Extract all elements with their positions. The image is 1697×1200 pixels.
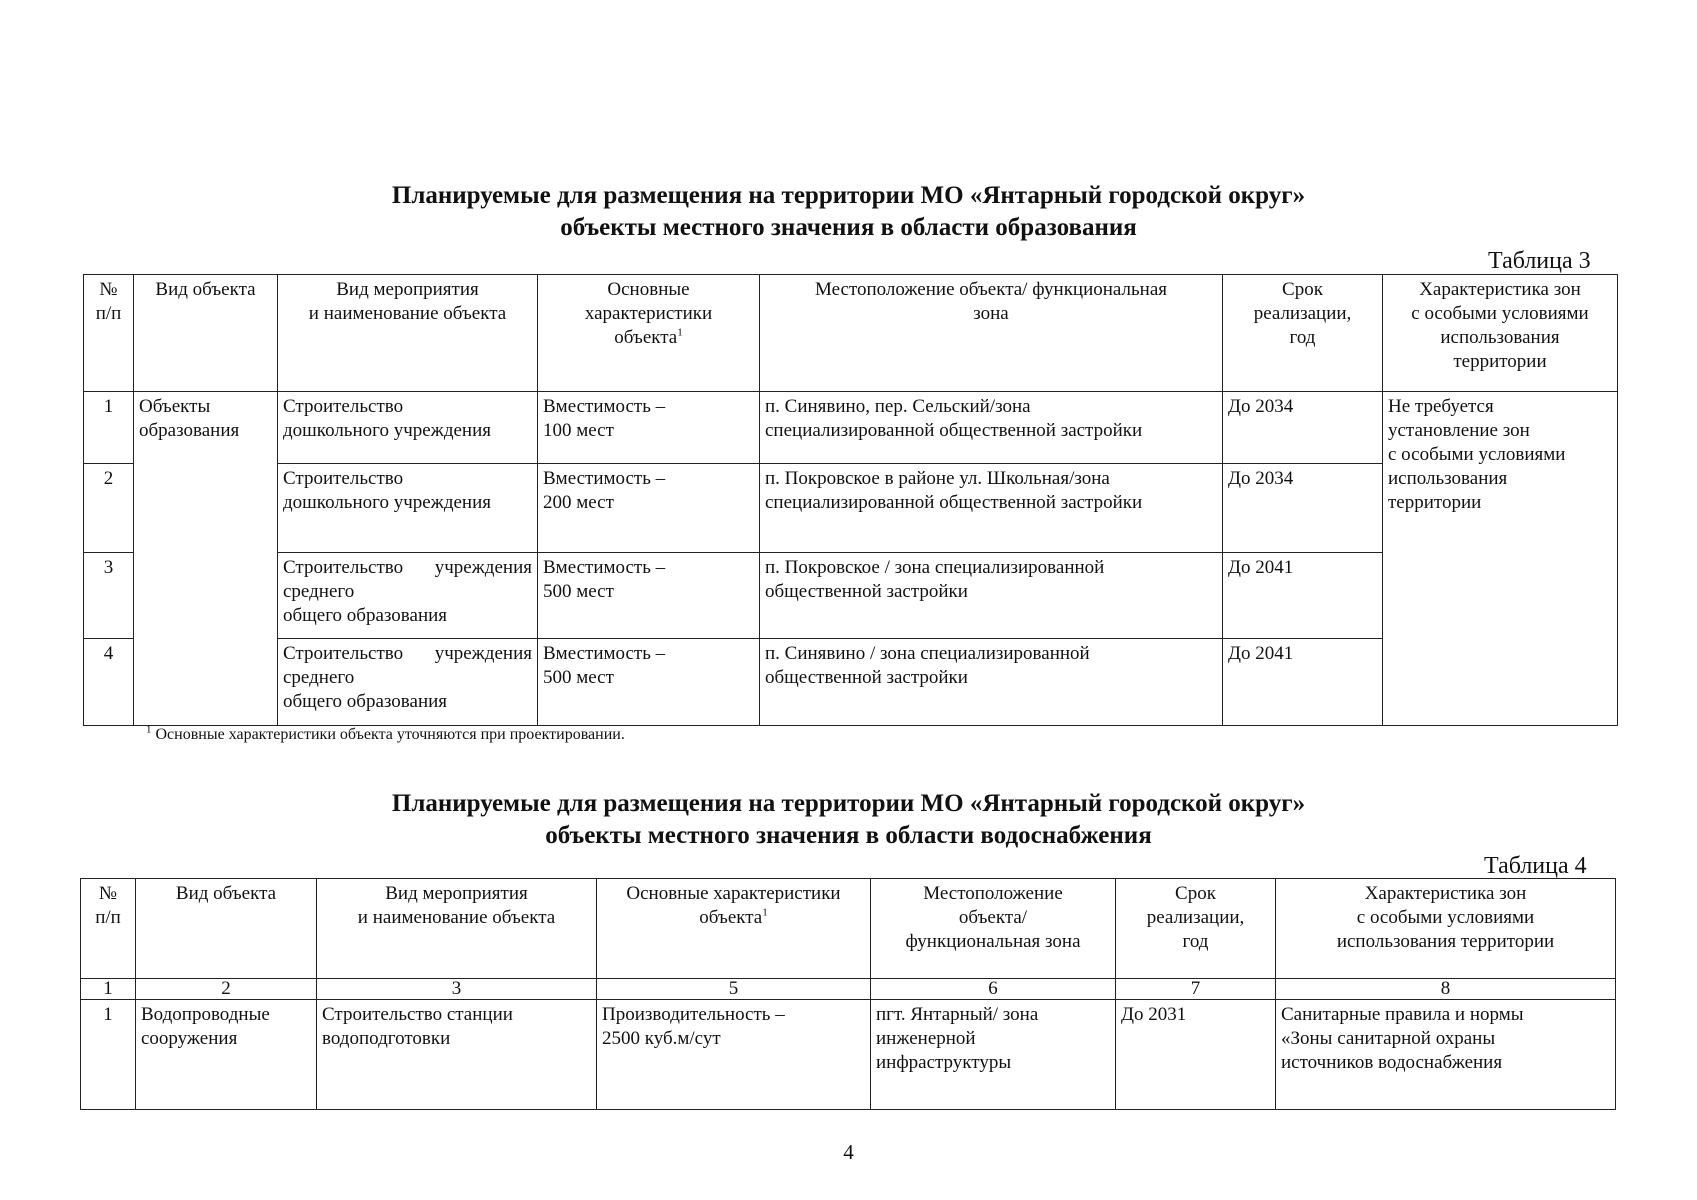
header-term: Срок реализации, год	[1223, 275, 1383, 392]
row-num: 4	[84, 639, 134, 726]
table3-title	[0, 180, 1697, 244]
row-location: п. Синявино / зона специализированной общественной застройки	[760, 639, 1223, 726]
header-zones: Характеристика зон с особыми условиями использования территории	[1383, 275, 1618, 392]
table3-title-line2: объекты местного значения в области образования	[560, 214, 1137, 241]
header-measure: Вид мероприятия и наименование объекта	[278, 275, 538, 392]
header-num: № п/п	[84, 275, 134, 392]
column-number: 2	[136, 979, 317, 1000]
row-characteristics: Вместимость – 200 мест	[538, 464, 760, 553]
row-term: До 2041	[1223, 639, 1383, 726]
column-number-row	[81, 979, 1616, 1000]
header-measure: Вид мероприятия и наименование объекта	[317, 879, 597, 979]
row-term: До 2031	[1116, 1000, 1276, 1110]
table4-header-row	[81, 879, 1616, 979]
table4-label: Таблица 4	[1484, 853, 1587, 879]
row-zones: Санитарные правила и нормы «Зоны санитарной охраны источников водоснабжения	[1276, 1000, 1616, 1110]
row-location: п. Покровское в районе ул. Школьная/зона специализированной общественной застройки	[760, 464, 1223, 553]
header-term: Срок реализации, год	[1116, 879, 1276, 979]
header-zones: Характеристика зон с особыми условиями использования территории	[1276, 879, 1616, 979]
table3-title-line1: Планируемые для размещения на территории МО «Янтарный городской округ»	[391, 182, 1306, 209]
table3-label: Таблица 3	[1488, 248, 1591, 274]
row-characteristics: Вместимость – 100 мест	[538, 392, 760, 464]
row-characteristics: Производительность – 2500 куб.м/сут	[597, 1000, 871, 1110]
column-number: 1	[81, 979, 136, 1000]
row-measure: Строительство дошкольного учреждения	[278, 392, 538, 464]
row-num: 3	[84, 553, 134, 639]
header-characteristics: Основные характеристики объекта$^1$	[597, 879, 871, 979]
page-number: 4	[843, 1140, 854, 1164]
row-measure: Строительство дошкольного учреждения	[278, 464, 538, 553]
column-number: 8	[1276, 979, 1616, 1000]
row-term: До 2034	[1223, 392, 1383, 464]
row-term: До 2034	[1223, 464, 1383, 553]
header-object-type: Вид объекта	[136, 879, 317, 979]
zones-cell: Не требуется установление зон с особыми условиями использования территории	[1383, 392, 1618, 726]
header-location: Местоположение объекта/ функциональная зона	[760, 275, 1223, 392]
header-object-type: Вид объекта	[134, 275, 278, 392]
column-number: 6	[871, 979, 1116, 1000]
row-location: п. Покровское / зона специализированной общественной застройки	[760, 553, 1223, 639]
row-num: 1	[84, 392, 134, 464]
education-table	[83, 274, 1618, 726]
table4-title	[0, 788, 1697, 852]
row-term: До 2041	[1223, 553, 1383, 639]
footnote: $^1$ Основные характеристики объекта уточняются при проектировании.	[146, 723, 625, 743]
row-measure: Строительство учреждения среднего общего образования	[278, 553, 538, 639]
row-num: 2	[84, 464, 134, 553]
table3-header-row	[84, 275, 1618, 392]
row-measure: Строительство учреждения среднего общего образования	[278, 639, 538, 726]
table4-title-line1: Планируемые для размещения на территории МО «Янтарный городской округ»	[391, 790, 1306, 817]
header-num: № п/п	[81, 879, 136, 979]
row-characteristics: Вместимость – 500 мест	[538, 553, 760, 639]
row-num: 1	[81, 1000, 136, 1110]
column-number: 5	[597, 979, 871, 1000]
header-characteristics: Основные характеристики объекта$^1$	[538, 275, 760, 392]
row-object-type: Водопроводные сооружения	[136, 1000, 317, 1110]
table4-title-line2: объекты местного значения в области водоснабжения	[545, 822, 1152, 849]
header-location: Местоположение объекта/ функциональная зона	[871, 879, 1116, 979]
table-row	[81, 1000, 1616, 1110]
column-number: 3	[317, 979, 597, 1000]
row-location: п. Синявино, пер. Сельский/зона специализированной общественной застройки	[760, 392, 1223, 464]
water-supply-table	[80, 878, 1616, 1110]
row-measure: Строительство станции водоподготовки	[317, 1000, 597, 1110]
object-type-cell: Объекты образования	[134, 392, 278, 726]
column-number: 7	[1116, 979, 1276, 1000]
row-characteristics: Вместимость – 500 мест	[538, 639, 760, 726]
table-row	[84, 392, 1618, 464]
row-location: пгт. Янтарный/ зона инженерной инфраструктуры	[871, 1000, 1116, 1110]
